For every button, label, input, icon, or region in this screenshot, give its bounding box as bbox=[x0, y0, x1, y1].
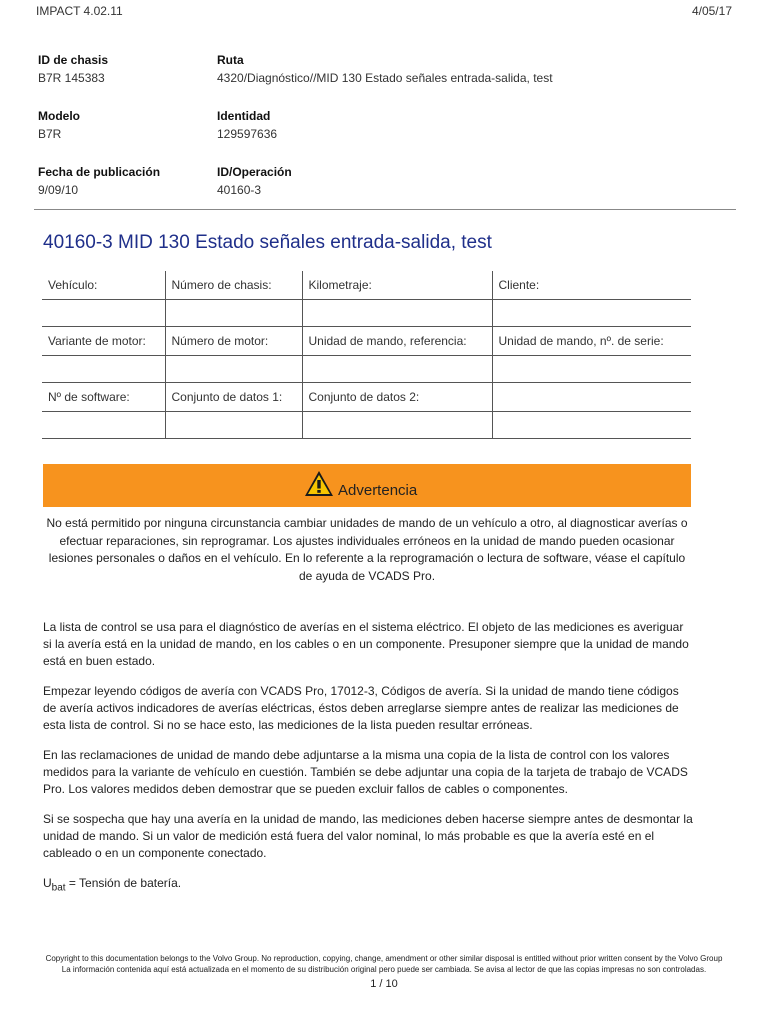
route-field bbox=[217, 52, 553, 86]
engine-number-cell bbox=[165, 356, 302, 383]
mileage-cell bbox=[302, 300, 492, 327]
page-footer bbox=[30, 954, 738, 990]
chassis-number-cell bbox=[165, 300, 302, 327]
update-notice: La información contenida aquí está actualizada en el momento de su distribución original pero puede ser cambiada. Se avisa al lector de que las copias impresas no son controladas. bbox=[61, 964, 707, 974]
chassis-label: ID de chasis bbox=[38, 53, 109, 67]
control-unit-ref-label: Unidad de mando, referencia: bbox=[302, 327, 492, 356]
warning-title: Advertencia bbox=[338, 482, 418, 499]
ubat-definition bbox=[43, 875, 693, 896]
paragraph: En las reclamaciones de unidad de mando debe adjuntarse a la misma una copia de la lista de control con los valores medidos para la variante de vehículo en cuestión. También se debe adjuntar una copia de la tarjeta de trabajo de VCADS Pro. Los valores medidos deben demostrar que se pueden excluir fallos de cables o componentes. bbox=[43, 748, 688, 796]
form-row bbox=[42, 383, 691, 412]
warning-text: No está permitido por ninguna circunstancia cambiar unidades de mando de un vehículo a otro, al diagnosticar averías o efectuar reparaciones, sin reprogramar. Los ajustes individuales erróneos en la unidad de mando pueden ocasionar lesiones personales o daños en el vehículo. En lo referente a la reprogramación o lectura de software, véase el capítulo de ayuda de VCADS Pro. bbox=[46, 516, 688, 583]
model-label: Modelo bbox=[38, 109, 80, 123]
pubdate-label: Fecha de publicación bbox=[38, 165, 161, 179]
page-header bbox=[36, 4, 732, 20]
dataset2-label: Conjunto de datos 2: bbox=[302, 383, 492, 412]
vehicle-cell bbox=[42, 300, 165, 327]
identity-label: Identidad bbox=[217, 109, 271, 123]
paragraph: La lista de control se usa para el diagnóstico de averías en el sistema eléctrico. El objeto de las mediciones es averiguar si la avería está en la unidad de mando, en los cables o en un componente. Presuponer siempre que la unidad de mando está en buen estado. bbox=[43, 620, 689, 668]
software-cell bbox=[42, 412, 165, 439]
operation-field bbox=[217, 164, 292, 198]
route-label: Ruta bbox=[217, 53, 244, 67]
dataset1-label: Conjunto de datos 1: bbox=[165, 383, 302, 412]
form-input-row bbox=[42, 412, 691, 439]
form-input-row bbox=[42, 356, 691, 383]
engine-variant-cell bbox=[42, 356, 165, 383]
customer-cell bbox=[492, 300, 691, 327]
pubdate-value: 9/09/10 bbox=[38, 183, 79, 197]
page-title: 40160-3 MID 130 Estado señales entrada-salida, test bbox=[43, 232, 492, 253]
copyright-notice: Copyright to this documentation belongs to the Volvo Group. No reproduction, copying, change, amendment or other similar disposal is entitled without prior written consent by the Volvo Group bbox=[45, 954, 723, 963]
form-row bbox=[42, 271, 691, 300]
pubdate-field bbox=[38, 164, 160, 198]
identity-field bbox=[217, 108, 277, 142]
print-date: 4/05/17 bbox=[691, 4, 732, 18]
vehicle-info-form bbox=[42, 271, 691, 439]
paragraph: Si se sospecha que hay una avería en la unidad de mando, las mediciones deben hacerse siempre antes de desmontar la unidad de mando. Si un valor de medición está fuera del valor nominal, lo más probable es que la avería esté en el cableado o en un componente conectado. bbox=[43, 812, 693, 860]
body-text bbox=[43, 619, 693, 909]
chassis-field bbox=[38, 52, 108, 86]
meta-row bbox=[38, 164, 738, 220]
dataset2-cell bbox=[302, 412, 492, 439]
software-label: Nº de software: bbox=[42, 383, 165, 412]
ubat-subscript: bat bbox=[51, 882, 66, 894]
model-field bbox=[38, 108, 80, 142]
identity-value: 129597636 bbox=[217, 127, 278, 141]
dataset1-cell bbox=[165, 412, 302, 439]
app-version: IMPACT 4.02.11 bbox=[36, 4, 123, 18]
form-row bbox=[42, 327, 691, 356]
empty-cell bbox=[492, 412, 691, 439]
divider bbox=[34, 209, 736, 210]
warning-triangle-icon bbox=[304, 470, 334, 497]
ubat-text: = Tensión de batería. bbox=[65, 876, 182, 890]
control-unit-ref-cell bbox=[302, 356, 492, 383]
chassis-value: B7R 145383 bbox=[38, 71, 105, 85]
engine-number-label: Número de motor: bbox=[165, 327, 302, 356]
empty-label bbox=[492, 383, 691, 412]
paragraph: Empezar leyendo códigos de avería con VCADS Pro, 17012-3, Códigos de avería. Si la unidad de mando tiene códigos de avería activos indicadores de averías eléctricas, éstos deben arreglarse siempre antes de realizar las mediciones de esta lista de control. Si no se hace esto, las mediciones de la lista pueden resultar erróneas. bbox=[43, 684, 679, 732]
model-value: B7R bbox=[38, 127, 62, 141]
warning-banner bbox=[43, 464, 691, 507]
ubat-symbol: U bbox=[43, 876, 52, 890]
vehicle-label: Vehículo: bbox=[42, 271, 165, 300]
customer-label: Cliente: bbox=[492, 271, 691, 300]
route-value: 4320/Diagnóstico//MID 130 Estado señales entrada-salida, test bbox=[217, 71, 553, 85]
control-unit-serial-label: Unidad de mando, nº. de serie: bbox=[492, 327, 691, 356]
mileage-label: Kilometraje: bbox=[302, 271, 492, 300]
meta-row bbox=[38, 52, 738, 108]
meta-row bbox=[38, 108, 738, 164]
page-number: 1 / 10 bbox=[370, 978, 398, 990]
operation-value: 40160-3 bbox=[217, 183, 262, 197]
control-unit-serial-cell bbox=[492, 356, 691, 383]
form-input-row bbox=[42, 300, 691, 327]
document-meta bbox=[38, 52, 738, 220]
chassis-number-label: Número de chasis: bbox=[165, 271, 302, 300]
engine-variant-label: Variante de motor: bbox=[42, 327, 165, 356]
operation-label: ID/Operación bbox=[217, 165, 292, 179]
